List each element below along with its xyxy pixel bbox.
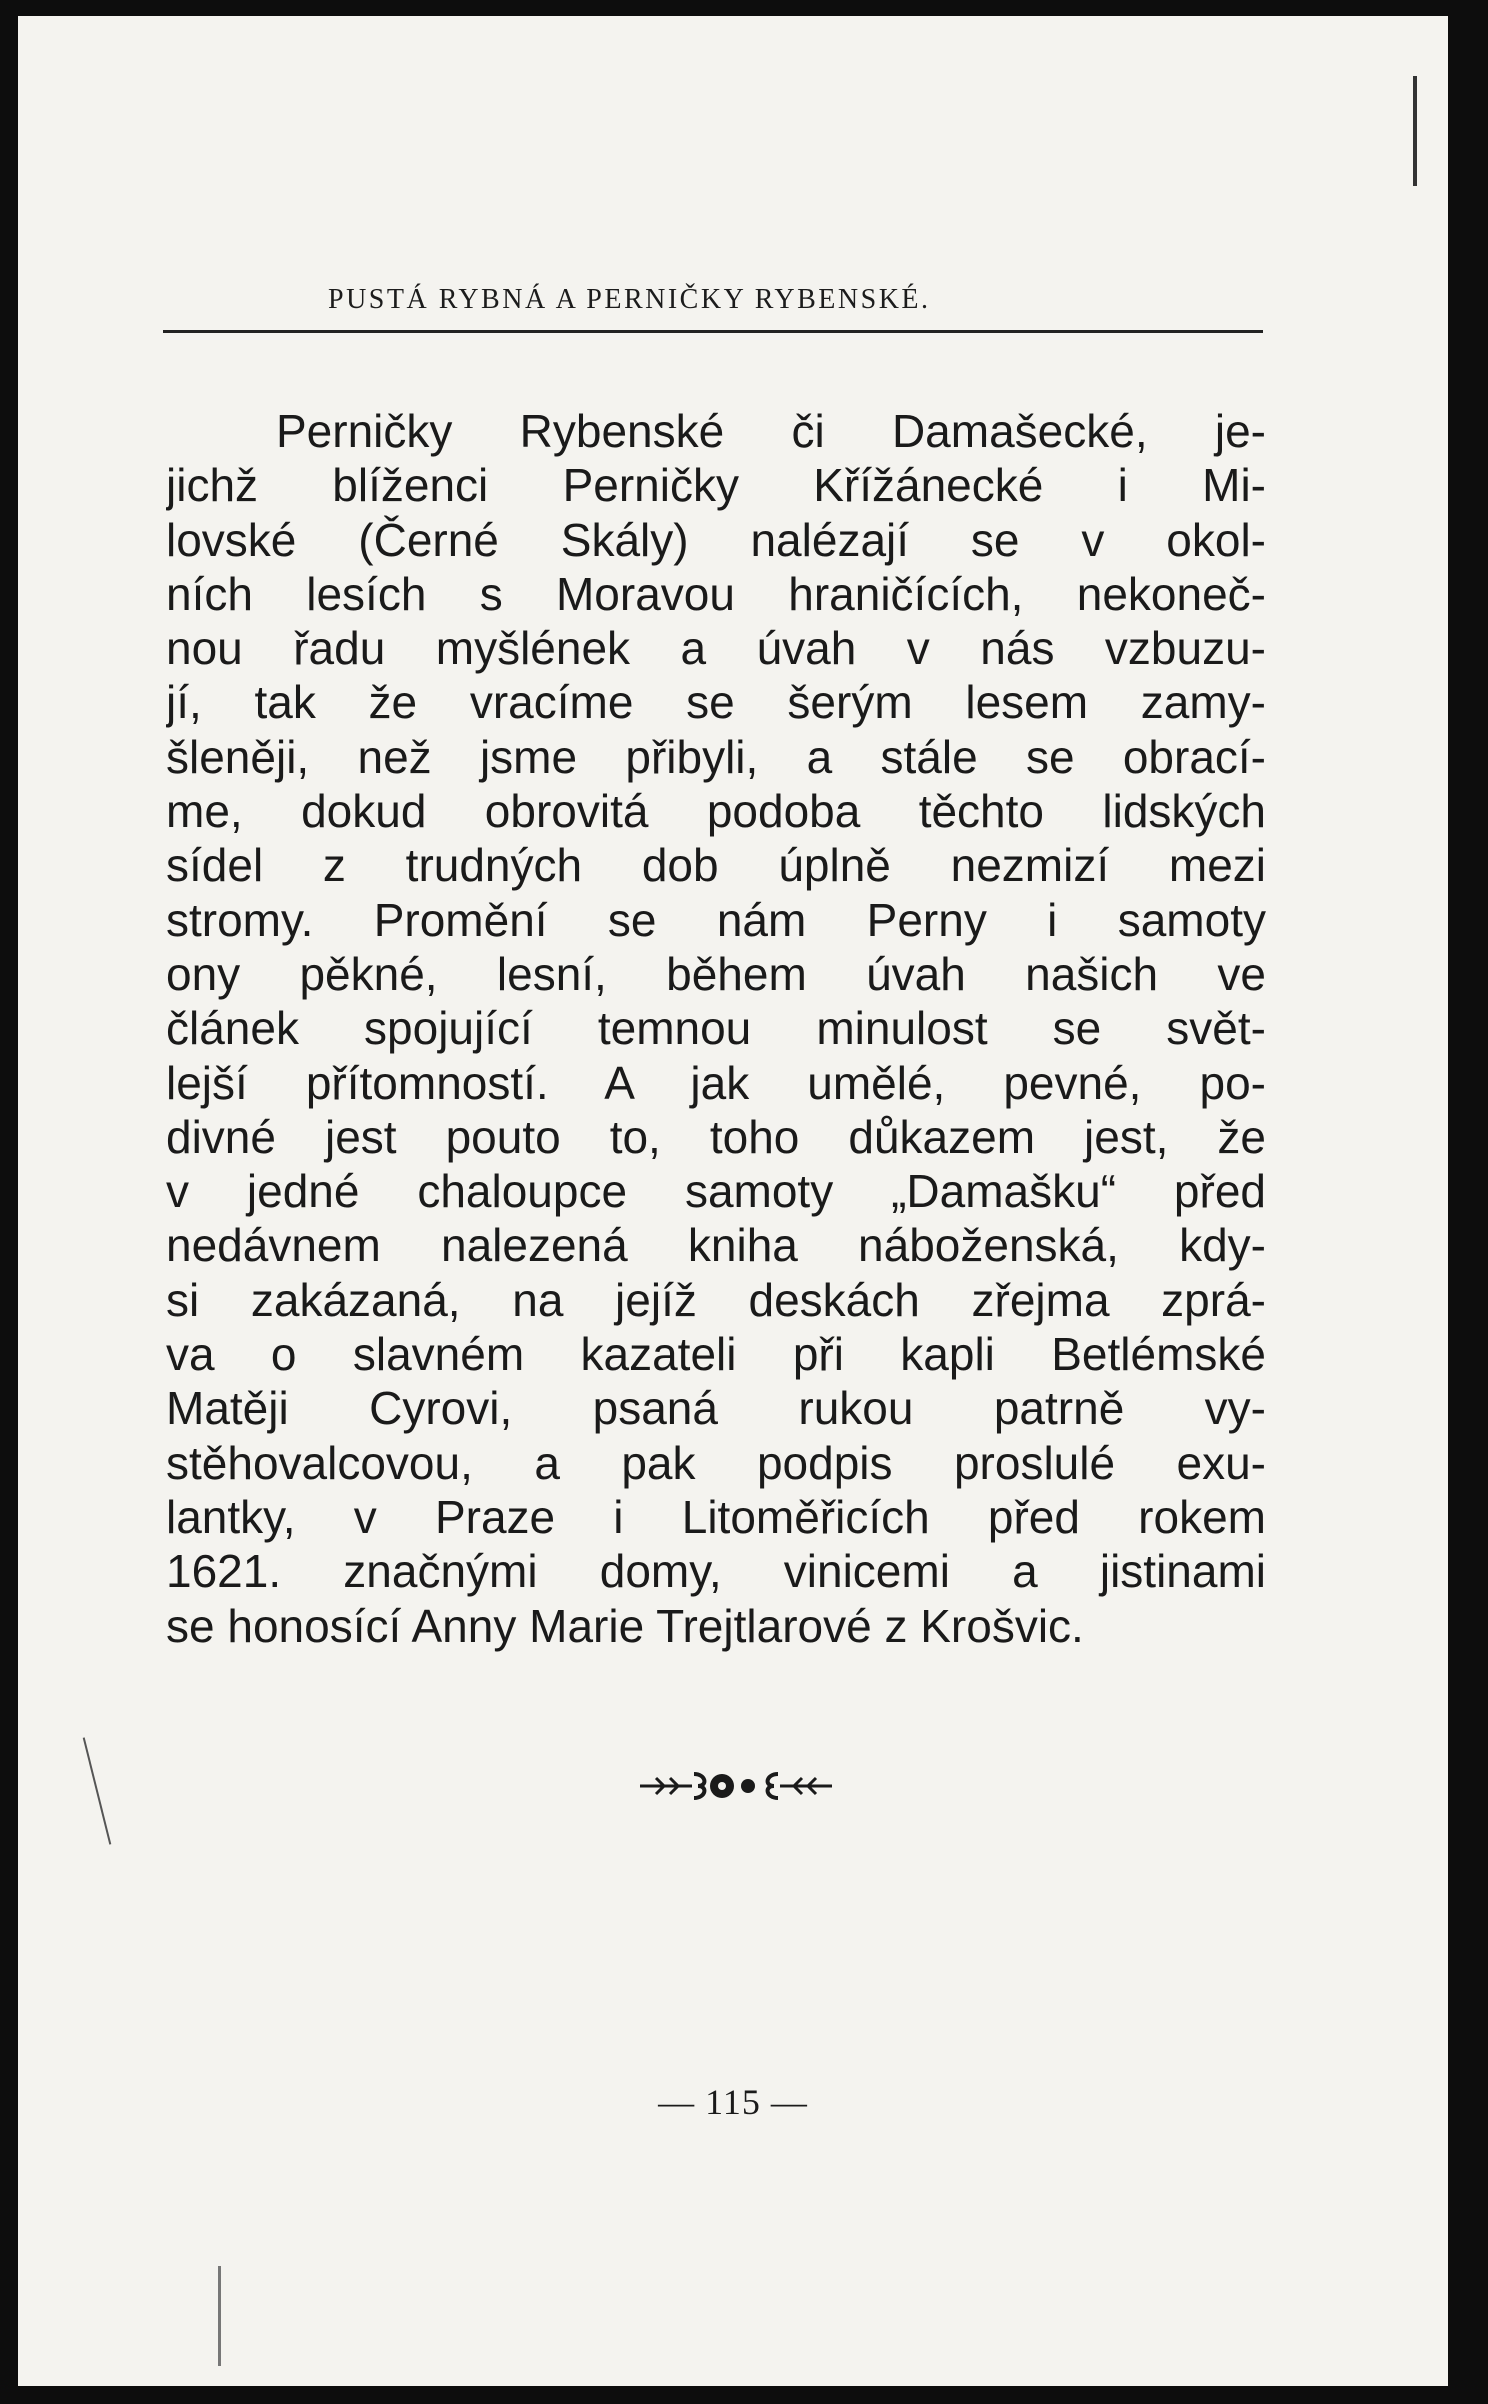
scan-artifact	[218, 2266, 221, 2366]
text-line: sídel z trudných dob úplně nezmizí mezi	[166, 839, 1266, 892]
text-line: divné jest pouto to, toho důkazem jest, že	[166, 1110, 1266, 1163]
text-line: jichž blíženci Perničky Křížánecké i Mi-	[166, 459, 1266, 512]
text-line: Perničky Rybenské či Damašecké, je-	[276, 405, 1266, 457]
scan-artifact	[1413, 76, 1417, 186]
scan-artifact	[83, 1737, 112, 1844]
text-line: lejší přítomností. A jak umělé, pevné, po-	[166, 1056, 1266, 1109]
text-line: si zakázaná, na jejíž deskách zřejma zprá-	[166, 1273, 1266, 1326]
text-line: šleněji, než jsme přibyli, a stále se obrací-	[166, 730, 1266, 783]
text-line: stromy. Promění se nám Perny i samoty	[166, 893, 1266, 946]
running-head: PUSTÁ RYBNÁ A PERNIČKY RYBENSKÉ.	[328, 284, 931, 315]
paragraph	[166, 404, 1266, 1653]
text-line: se honosící Anny Marie Trejtlarové z Krošvic.	[166, 1599, 1084, 1652]
text-line: stěhovalcovou, a pak podpis proslulé exu-	[166, 1436, 1266, 1489]
text-line: jí, tak že vracíme se šerým lesem zamy-	[166, 676, 1266, 729]
book-page	[18, 16, 1448, 2386]
text-line: v jedné chaloupce samoty „Damašku“ před	[166, 1165, 1266, 1218]
text-line: nedávnem nalezená kniha náboženská, kdy-	[166, 1219, 1266, 1272]
text-line: Matěji Cyrovi, psaná rukou patrně vy-	[166, 1382, 1266, 1435]
text-line: ních lesích s Moravou hraničících, nekoneč-	[166, 567, 1266, 620]
text-line: lantky, v Praze i Litoměřicích před rokem	[166, 1490, 1266, 1543]
text-line: ony pěkné, lesní, během úvah našich ve	[166, 947, 1266, 1000]
text-line: lovské (Černé Skály) nalézají se v okol-	[166, 513, 1266, 566]
text-line: me, dokud obrovitá podoba těchto lidských	[166, 785, 1266, 838]
text-line: va o slavném kazateli při kapli Betlémské	[166, 1328, 1266, 1381]
printer-ornament-icon	[636, 1766, 836, 1806]
text-line: 1621. značnými domy, vinicemi a jistinami	[166, 1545, 1266, 1598]
page-number: — 115 —	[658, 2082, 808, 2122]
text-line: nou řadu myšlének a úvah v nás vzbuzu-	[166, 622, 1266, 675]
header-rule	[163, 330, 1263, 333]
text-line: článek spojující temnou minulost se svět-	[166, 1002, 1266, 1055]
